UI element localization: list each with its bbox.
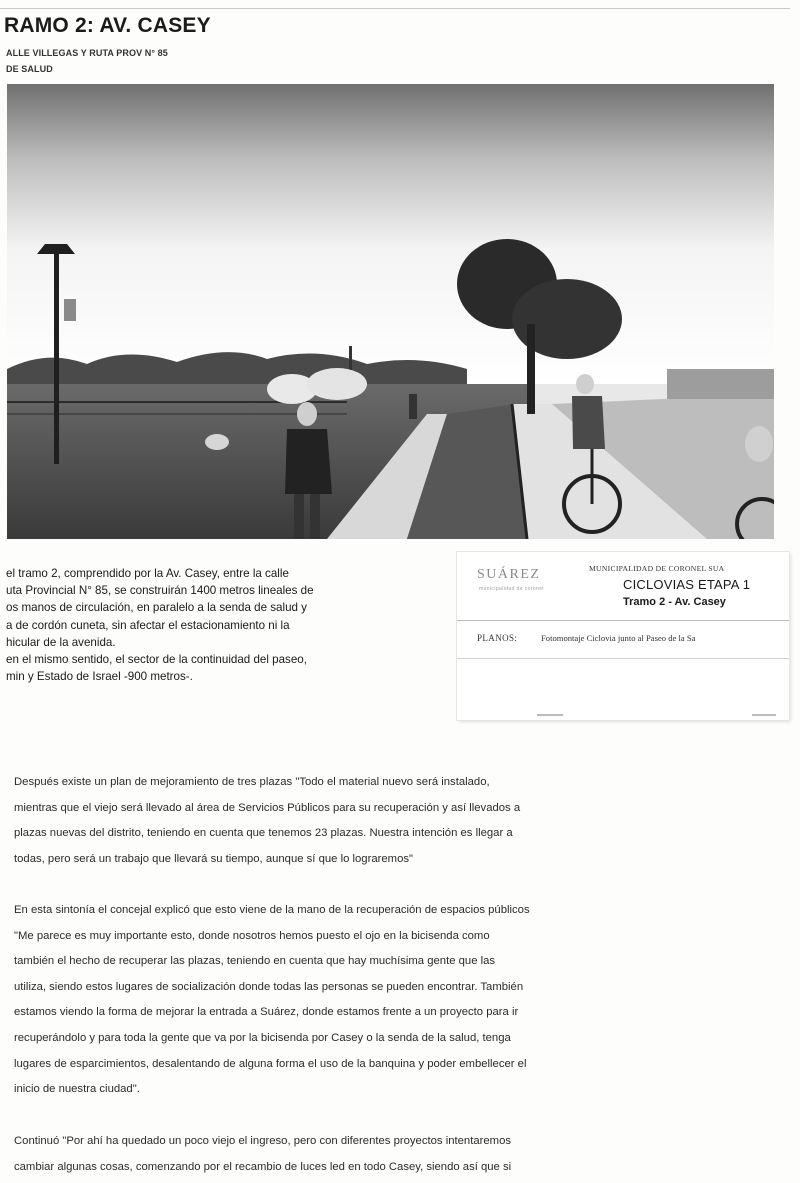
paragraph-line: utiliza, siendo estos lugares de socialización donde todas las personas se pueden encontrar. También [14, 980, 524, 993]
suarez-logo: SUÁREZ [477, 567, 541, 582]
paragraph-line: En esta sintonía el concejal explicó que esto viene de la mano de la recuperación de espacios públicos [14, 904, 530, 916]
paragraph-line: estamos viendo la forma de mejorar la entrada a Suárez, donde estamos frente a un proyecto para ir [14, 1006, 519, 1019]
article-paragraph [14, 1129, 511, 1180]
top-divider [0, 8, 790, 9]
paragraph-line: también el hecho de recuperar las plazas, teniendo en cuenta que hay muchísima gente que las [14, 955, 496, 968]
plan-divider [457, 658, 789, 659]
paragraph-line: cambiar algunas cosas, comenzando por el recambio de luces led en todo Casey, siendo así que si [14, 1160, 512, 1173]
paragraph-line: Después existe un plan de mejoramiento de tres plazas "Todo el material nuevo será instalado, [14, 776, 490, 788]
caption-line: el tramo 2, comprendido por la Av. Casey, entre la calle [6, 567, 289, 580]
plan-divider [457, 620, 789, 621]
paragraph-line: Continuó "Por ahí ha quedado un poco viejo el ingreso, pero con diferentes proyectos intentaremos [14, 1135, 511, 1147]
caption-line: a de cordón cuneta, sin afectar el estacionamiento ni la [6, 618, 290, 632]
paragraph-line: todas, pero será un trabajo que llevará su tiempo, aunque sí que lo lograremos" [14, 852, 414, 865]
paragraph-line: plazas nuevas del distrito, teniendo en cuenta que tenemos 23 plazas. Nuestra intención es llegar a [14, 827, 513, 840]
plan-title: CICLOVIAS ETAPA 1 [623, 577, 751, 592]
caption-line: os manos de circulación, en paralelo a la senda de salud y [6, 601, 307, 615]
caption-line: uta Provincial N° 85, se construirán 1400 metros lineales de [6, 584, 314, 598]
photo-caption [6, 565, 451, 685]
municipality-label: MUNICIPALIDAD DE CORONEL SUA [589, 564, 725, 573]
plan-footer-mark [537, 714, 563, 716]
plan-title-block [457, 552, 789, 720]
section-subtitle-line-2: DE SALUD [6, 64, 53, 74]
caption-line: en el mismo sentido, el sector de la continuidad del paseo, [6, 652, 307, 666]
logo-subtext: municipalidad de coronel [479, 586, 544, 592]
caption-line: min y Estado de Israel -900 metros-. [6, 670, 193, 684]
paragraph-line: lugares de esparcimientos, desalentando de alguna forma el uso de la banquina y poder embellecer el [14, 1057, 527, 1070]
article-paragraph [14, 898, 530, 1103]
paragraph-line: inicio de nuestra ciudad". [14, 1083, 140, 1096]
section-subtitle-line-1: ALLE VILLEGAS Y RUTA PROV N° 85 [6, 48, 168, 58]
paragraph-line: recuperándolo y para toda la gente que va por la bicisenda por Casey o la senda de la salud, tenga [14, 1031, 511, 1044]
planos-description: Fotomontaje Ciclovia junto al Paseo de la Sa [541, 633, 696, 643]
article-paragraph [14, 770, 520, 872]
plan-footer-mark [752, 714, 776, 716]
paragraph-line: "Me parece es muy importante esto, donde nosotros hemos puesto el ojo en la bicisenda como [14, 929, 490, 942]
caption-line: hicular de la avenida. [6, 635, 116, 649]
paragraph-line: mientras que el viejo será llevado al área de Servicios Públicos para su recuperación y así llevados a [14, 801, 521, 814]
plan-subtitle: Tramo 2 - Av. Casey [623, 596, 726, 608]
section-title: RAMO 2: AV. CASEY [4, 14, 211, 37]
planos-label: PLANOS: [477, 633, 518, 643]
bike-lane-photo-montage [7, 84, 774, 539]
